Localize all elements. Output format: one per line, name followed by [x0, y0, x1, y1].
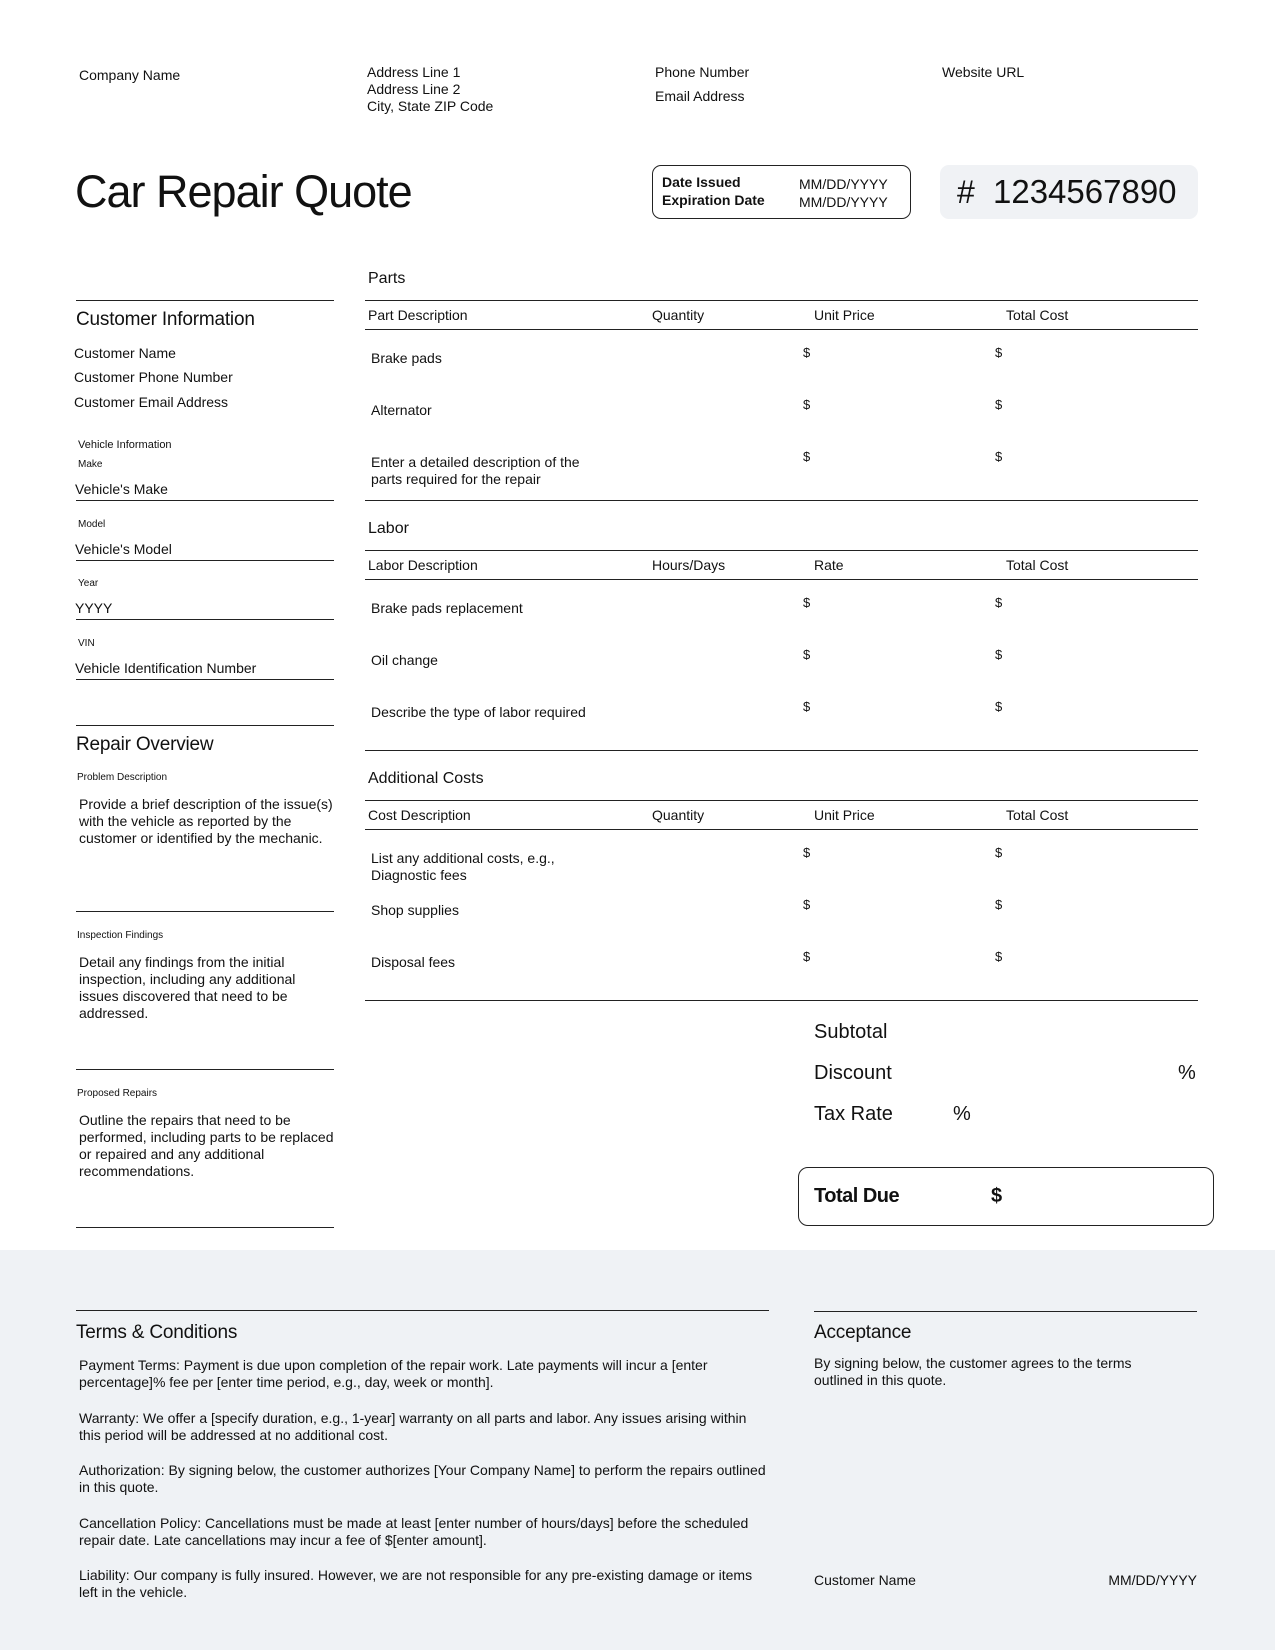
parts-column-header: Part Description	[368, 307, 468, 323]
expiration-date-label: Expiration Date	[662, 192, 765, 208]
additional-costs-heading: Additional Costs	[368, 770, 484, 787]
terms-paragraph: Authorization: By signing below, the customer authorizes [Your Company Name] to perform the repairs outlined in this quote.	[79, 1462, 766, 1495]
parts-column-header: Unit Price	[814, 307, 875, 323]
parts-column-header: Quantity	[652, 307, 705, 323]
additional-costs-row-unit-price[interactable]: $	[803, 949, 811, 964]
address-line-1: Address Line 1	[367, 64, 461, 80]
table-header-rule	[365, 829, 1198, 830]
labor-row-total[interactable]: $	[995, 595, 1003, 610]
terms-paragraph: Payment Terms: Payment is due upon completion of the repair work. Late payments will incur a [enter percentage]% fee per [enter time period, e.g., day, week or month].	[79, 1357, 708, 1390]
labor-row-unit-price[interactable]: $	[803, 647, 811, 662]
quote-number-box	[940, 165, 1198, 219]
vehicle-vin-label: VIN	[78, 637, 95, 649]
customer-email[interactable]: Customer Email Address	[74, 394, 229, 410]
address-line-2: Address Line 2	[367, 81, 461, 97]
parts-row-unit-price[interactable]: $	[803, 345, 811, 360]
vehicle-model-input[interactable]: Vehicle's Model	[75, 540, 172, 557]
additional-costs-column-header: Quantity	[652, 807, 705, 823]
table-bottom-rule	[365, 500, 1198, 501]
parts-column-header: Total Cost	[1006, 307, 1069, 323]
additional-costs-row-description[interactable]: Disposal fees	[371, 954, 456, 970]
section-divider	[76, 1227, 334, 1228]
acceptance-heading: Acceptance	[814, 1322, 912, 1343]
customer-name[interactable]: Customer Name	[74, 345, 176, 361]
section-divider	[76, 911, 334, 912]
labor-heading: Labor	[368, 520, 409, 537]
vehicle-year-input[interactable]: YYYY	[75, 600, 113, 616]
labor-row-total[interactable]: $	[995, 647, 1003, 662]
parts-row-description[interactable]: Brake pads	[371, 350, 442, 366]
field-underline	[76, 560, 334, 561]
additional-costs-column-header: Unit Price	[814, 807, 875, 823]
additional-costs-row-total[interactable]: $	[995, 949, 1003, 964]
tax-rate-label: Tax Rate	[814, 1103, 893, 1125]
website-url: Website URL	[942, 64, 1025, 80]
total-due-label: Total Due	[814, 1185, 900, 1207]
labor-row-description[interactable]: Brake pads replacement	[371, 600, 523, 616]
labor-row-description[interactable]: Describe the type of labor required	[371, 704, 586, 720]
labor-row-total[interactable]: $	[995, 699, 1003, 714]
acceptance-text: By signing below, the customer agrees to the terms outlined in this quote.	[814, 1355, 1132, 1388]
repair-section-text[interactable]: Outline the repairs that need to be performed, including parts to be replaced or repaired and any additional recommendations.	[79, 1112, 334, 1179]
page-title: Car Repair Quote	[75, 166, 412, 217]
terms-paragraph: Warranty: We offer a [specify duration, e.g., 1-year] warranty on all parts and labor. Any issues arising within this period will be addressed at no additional cost.	[79, 1409, 747, 1443]
signature-date[interactable]: MM/DD/YYYY	[1108, 1572, 1197, 1588]
vehicle-vin-input[interactable]: Vehicle Identification Number	[75, 659, 257, 676]
additional-costs-row-description[interactable]: Shop supplies	[371, 902, 459, 918]
address-city: City, State ZIP Code	[367, 98, 494, 114]
expiration-date-value[interactable]: MM/DD/YYYY	[799, 194, 888, 210]
discount-label: Discount	[814, 1062, 892, 1084]
hash-icon: #	[957, 174, 975, 210]
additional-costs-row-unit-price[interactable]: $	[803, 897, 811, 912]
labor-row-unit-price[interactable]: $	[803, 699, 811, 714]
labor-column-header: Labor Description	[368, 557, 478, 573]
repair-section-text[interactable]: Detail any findings from the initial inspection, including any additional issues discovered that need to be addressed.	[79, 954, 296, 1021]
additional-costs-row-description[interactable]: List any additional costs, e.g., Diagnostic fees	[371, 850, 555, 883]
date-issued-label: Date Issued	[662, 174, 741, 190]
vehicle-make-input[interactable]: Vehicle's Make	[75, 481, 168, 497]
customer-info-heading: Customer Information	[76, 309, 255, 330]
discount-percent[interactable]: %	[1178, 1062, 1196, 1084]
subtotal-label: Subtotal	[814, 1021, 888, 1043]
repair-section-label: Proposed Repairs	[77, 1088, 158, 1099]
vehicle-model-label: Model	[78, 518, 106, 530]
vehicle-info-heading: Vehicle Information	[78, 439, 172, 451]
labor-column-header: Total Cost	[1006, 557, 1069, 573]
total-due-box	[798, 1167, 1214, 1226]
terms-heading: Terms & Conditions	[76, 1322, 238, 1343]
additional-costs-row-total[interactable]: $	[995, 845, 1003, 860]
parts-row-total[interactable]: $	[995, 397, 1003, 412]
section-divider	[76, 1069, 334, 1070]
table-bottom-rule	[365, 750, 1198, 751]
field-underline	[76, 500, 334, 501]
table-top-rule	[365, 550, 1198, 551]
table-header-rule	[365, 329, 1198, 330]
terms-paragraph: Liability: Our company is fully insured. However, we are not responsible for any pre-existing damage or items left in the vehicle.	[79, 1567, 753, 1600]
table-top-rule	[365, 800, 1198, 801]
field-underline	[76, 679, 334, 680]
signature-customer-name[interactable]: Customer Name	[814, 1572, 916, 1588]
table-header-rule	[365, 579, 1198, 580]
email-address: Email Address	[655, 88, 745, 104]
parts-row-total[interactable]: $	[995, 449, 1003, 464]
additional-costs-column-header: Total Cost	[1006, 807, 1069, 823]
parts-row-unit-price[interactable]: $	[803, 449, 811, 464]
repair-section-text[interactable]: Provide a brief description of the issue(s) with the vehicle as reported by the customer or identified by the mechanic.	[79, 796, 333, 846]
labor-row-description[interactable]: Oil change	[371, 652, 438, 668]
repair-section-label: Problem Description	[77, 772, 168, 783]
total-due-value[interactable]: $	[991, 1185, 1003, 1207]
terms-paragraph: Cancellation Policy: Cancellations must be made at least [enter number of hours/days] before the scheduled repair date. Late cancellations may incur a fee of $[enter amount].	[79, 1514, 749, 1548]
date-issued-value[interactable]: MM/DD/YYYY	[799, 176, 888, 192]
dates-box	[652, 165, 911, 219]
repair-overview-heading: Repair Overview	[76, 734, 214, 755]
parts-row-description[interactable]: Enter a detailed description of the parts required for the repair	[371, 454, 580, 487]
additional-costs-row-unit-price[interactable]: $	[803, 845, 811, 860]
table-top-rule	[365, 300, 1198, 301]
vehicle-year-label: Year	[78, 578, 99, 589]
additional-costs-column-header: Cost Description	[368, 807, 471, 823]
additional-costs-row-total[interactable]: $	[995, 897, 1003, 912]
labor-row-unit-price[interactable]: $	[803, 595, 811, 610]
field-underline	[76, 619, 334, 620]
quote-number[interactable]: 1234567890	[993, 173, 1177, 210]
table-bottom-rule	[365, 1000, 1198, 1001]
parts-row-description[interactable]: Alternator	[371, 402, 432, 418]
vehicle-make-label: Make	[78, 459, 103, 470]
phone-number: Phone Number	[655, 64, 750, 80]
labor-column-header: Rate	[814, 557, 844, 573]
parts-heading: Parts	[368, 270, 406, 287]
tax-rate-percent[interactable]: %	[953, 1103, 971, 1125]
parts-row-unit-price[interactable]: $	[803, 397, 811, 412]
labor-column-header: Hours/Days	[652, 557, 726, 573]
company-name: Company Name	[79, 67, 181, 83]
parts-row-total[interactable]: $	[995, 345, 1003, 360]
customer-phone[interactable]: Customer Phone Number	[74, 369, 233, 385]
repair-section-label: Inspection Findings	[77, 930, 164, 941]
